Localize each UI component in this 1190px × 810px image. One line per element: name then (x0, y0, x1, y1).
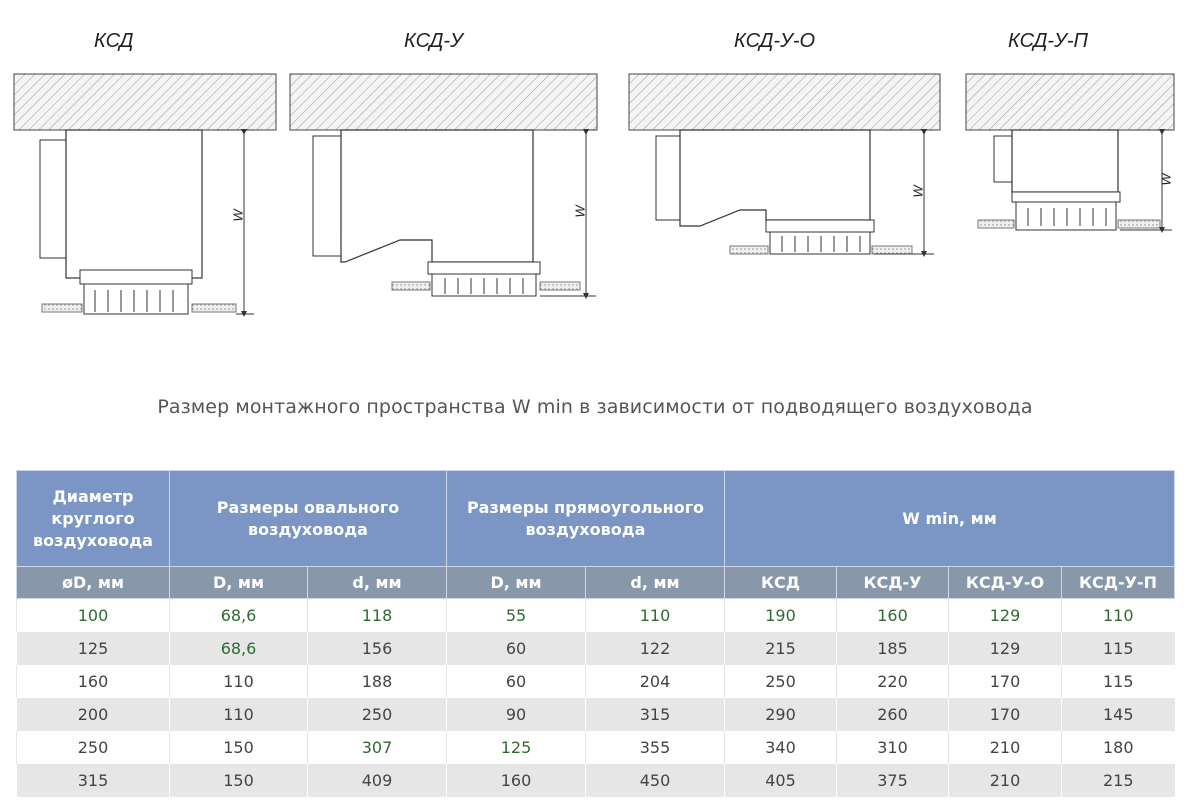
table-row (17, 632, 1175, 665)
subheader-cell: КСД-У (837, 567, 949, 599)
table-cell: 160 (17, 665, 170, 698)
table-body (17, 599, 1175, 798)
table-cell: 110 (170, 665, 308, 698)
table-cell: 160 (837, 599, 949, 633)
table-cell: 129 (949, 599, 1062, 633)
table-cell: 170 (949, 665, 1062, 698)
table-cell: 60 (447, 632, 586, 665)
table-cell: 200 (17, 698, 170, 731)
table-cell: 55 (447, 599, 586, 633)
table-cell: 210 (949, 731, 1062, 764)
diagram-ksd (14, 74, 276, 314)
table-row (17, 665, 1175, 698)
table-cell: 250 (725, 665, 837, 698)
diagram-ksd-u (290, 74, 597, 296)
diagram-label: КСД-У-П (1008, 30, 1089, 52)
table-cell: 90 (447, 698, 586, 731)
table-cell: 405 (725, 764, 837, 797)
table-cell: 315 (586, 698, 725, 731)
subheader-cell: øD, мм (17, 567, 170, 599)
table-cell: 190 (725, 599, 837, 633)
subheader-cell: КСД (725, 567, 837, 599)
table-cell: 125 (17, 632, 170, 665)
subheader-cell: d, мм (308, 567, 447, 599)
table-cell: 156 (308, 632, 447, 665)
table-cell: 100 (17, 599, 170, 633)
table-subtitle: Размер монтажного пространства W min в зависимости от подводящего воздуховода (157, 396, 1033, 418)
diagram-ksd-u-p (966, 74, 1174, 230)
dimension-label: W (910, 185, 926, 198)
table-cell: 215 (725, 632, 837, 665)
table-cell: 315 (17, 764, 170, 797)
table-cell: 115 (1062, 665, 1175, 698)
table-cell: 250 (308, 698, 447, 731)
table-cell: 170 (949, 698, 1062, 731)
table-cell: 129 (949, 632, 1062, 665)
dimension-label: W (230, 209, 246, 222)
table-cell: 125 (447, 731, 586, 764)
subheader-cell: КСД-У-О (949, 567, 1062, 599)
table-cell: 180 (1062, 731, 1175, 764)
table-cell: 260 (837, 698, 949, 731)
diagram-label: КСД-У (404, 30, 463, 52)
table-cell: 115 (1062, 632, 1175, 665)
table-cell: 210 (949, 764, 1062, 797)
table-cell: 110 (586, 599, 725, 633)
diagram-ksd-u-o (629, 74, 940, 254)
table-cell: 185 (837, 632, 949, 665)
table-row (17, 599, 1175, 633)
table-cell: 290 (725, 698, 837, 731)
table-cell: 307 (308, 731, 447, 764)
installation-drawings (0, 0, 1190, 340)
diagram-label: КСД (94, 30, 134, 52)
dimension-label: W (572, 205, 588, 218)
header-oval: Размеры овального воздуховода (170, 471, 447, 567)
header-rect: Размеры прямоугольного воздуховода (447, 471, 725, 567)
table-cell: 122 (586, 632, 725, 665)
header-wmin: W min, мм (725, 471, 1175, 567)
subheader-cell: d, мм (586, 567, 725, 599)
table-cell: 60 (447, 665, 586, 698)
table-cell: 220 (837, 665, 949, 698)
table-cell: 150 (170, 731, 308, 764)
table-cell: 215 (1062, 764, 1175, 797)
diagram-label: КСД-У-О (734, 30, 816, 52)
table-cell: 375 (837, 764, 949, 797)
table-cell: 188 (308, 665, 447, 698)
table-cell: 110 (1062, 599, 1175, 633)
subheader-cell: D, мм (170, 567, 308, 599)
table-cell: 118 (308, 599, 447, 633)
table-cell: 204 (586, 665, 725, 698)
table-row (17, 764, 1175, 797)
table-row (17, 698, 1175, 731)
table-cell: 310 (837, 731, 949, 764)
table-cell: 68,6 (170, 632, 308, 665)
subheader-cell: КСД-У-П (1062, 567, 1175, 599)
table-cell: 340 (725, 731, 837, 764)
table-cell: 250 (17, 731, 170, 764)
table-cell: 160 (447, 764, 586, 797)
table-cell: 150 (170, 764, 308, 797)
table-cell: 145 (1062, 698, 1175, 731)
table-cell: 355 (586, 731, 725, 764)
table-row (17, 731, 1175, 764)
table-cell: 409 (308, 764, 447, 797)
dimension-label: W (1158, 173, 1174, 186)
subheader-cell: D, мм (447, 567, 586, 599)
table-cell: 68,6 (170, 599, 308, 633)
table-cell: 110 (170, 698, 308, 731)
table-cell: 450 (586, 764, 725, 797)
wmin-table (16, 470, 1175, 797)
header-round: Диаметр круглого воздуховода (17, 471, 170, 567)
